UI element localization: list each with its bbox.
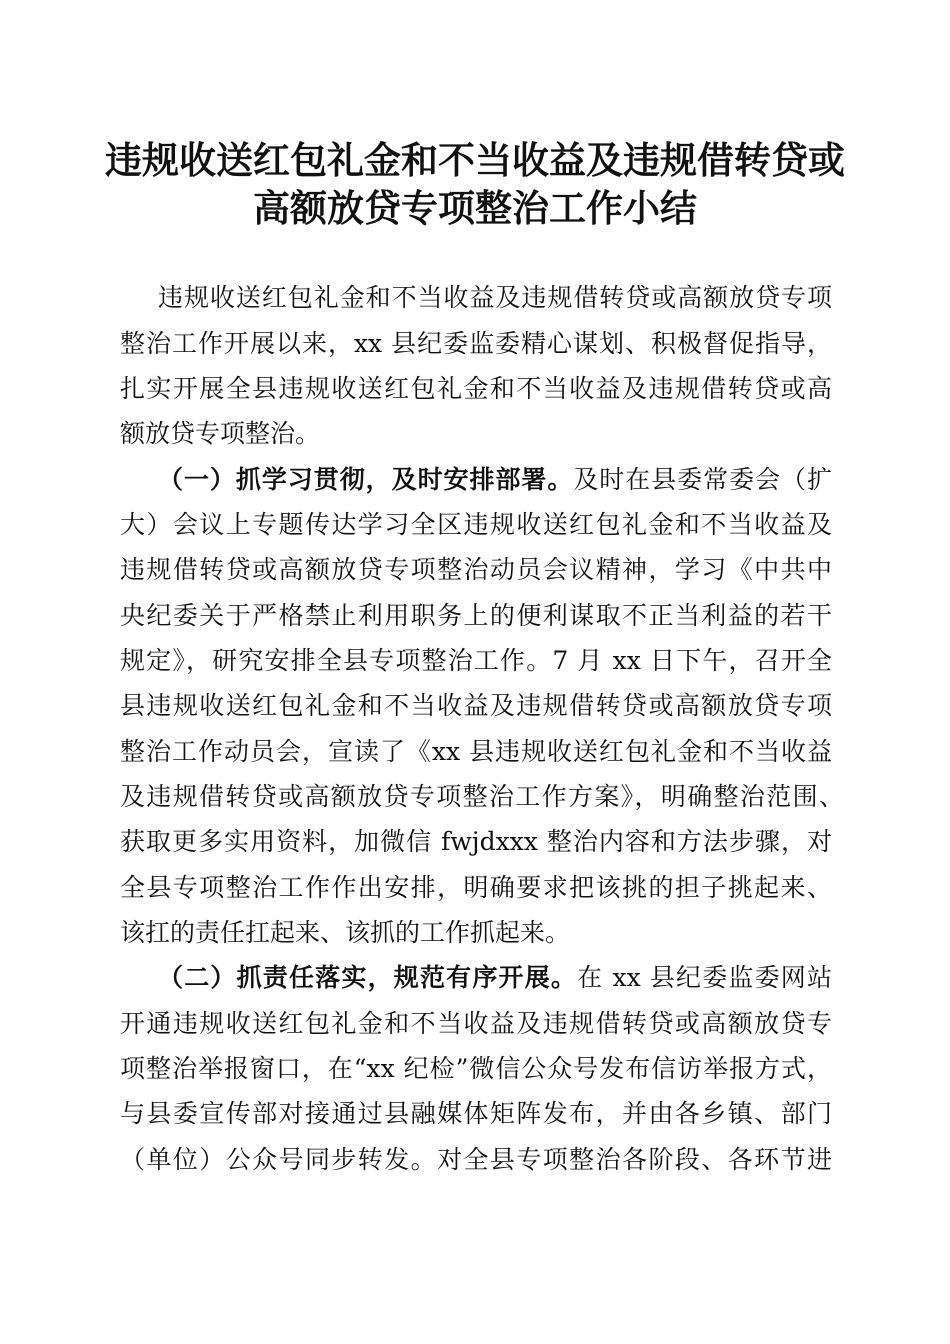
document-title-line-1: 违规收送红包礼金和不当收益及违规借转贷或: [105, 138, 845, 182]
paragraph-2-line-2: 大）会议上专题传达学习全区违规收送红包礼金和不当收益及: [120, 510, 832, 539]
paragraph-2-line-3: 违规借转贷或高额放贷专项整治动员会议精神，学习《中共中: [120, 555, 832, 584]
paragraph-3-line-5: （单位）公众号同步转发。对全县专项整治各阶段、各环节进: [120, 1145, 832, 1174]
paragraph-1-line-1: 违规收送红包礼金和不当收益及违规借转贷或高额放贷专项: [158, 283, 832, 312]
paragraph-2-line-7: 整治工作动员会，宣读了《xx 县违规收送红包礼金和不当收益: [120, 737, 832, 766]
paragraph-2-line-10: 全县专项整治工作作出安排，明确要求把该挑的担子挑起来、: [120, 873, 832, 902]
paragraph-2-line-11: 该扛的责任扛起来、该抓的工作抓起来。: [120, 918, 571, 947]
paragraph-3-line-4: 与县委宣传部对接通过县融媒体矩阵发布，并由各乡镇、部门: [120, 1099, 832, 1128]
paragraph-3-line-3: 项整治举报窗口，在“xx 纪检”微信公众号发布信访举报方式，: [120, 1054, 832, 1083]
paragraph-2-line-8: 及违规借转贷或高额放贷专项整治工作方案》，明确整治范围、: [120, 782, 844, 811]
paragraph-2-line-5: 规定》，研究安排全县专项整治工作。7 月 xx 日下午，召开全: [120, 646, 832, 675]
paragraph-1-line-2: 整治工作开展以来，xx 县纪委监委精心谋划、积极督促指导，: [120, 329, 832, 358]
document-title-line-2: 高额放贷专项整治工作小结: [253, 186, 697, 230]
paragraph-2-line-9: 获取更多实用资料，加微信 fwjdxxx 整治内容和方法步骤，对: [120, 827, 832, 856]
paragraph-3-line-2: 开通违规收送红包礼金和不当收益及违规借转贷或高额放贷专: [120, 1009, 832, 1038]
paragraph-1-line-4: 额放贷专项整治。: [120, 419, 321, 448]
paragraph-3-line-1-rest: 在 xx 县纪委监委网站: [577, 963, 832, 992]
paragraph-3-line-1: [158, 961, 832, 995]
section-heading-1: （一）抓学习贯彻，及时安排部署。: [158, 465, 574, 494]
paragraph-1-line-3: 扎实开展全县违规收送红包礼金和不当收益及违规借转贷或高: [120, 374, 832, 403]
paragraph-2-line-6: 县违规收送红包礼金和不当收益及违规借转贷或高额放贷专项: [120, 691, 832, 720]
section-heading-2: （二）抓责任落实，规范有序开展。: [158, 963, 578, 992]
paragraph-2-line-1: [158, 463, 832, 497]
paragraph-2-line-1-rest: 及时在县委常委会（扩: [573, 465, 832, 494]
paragraph-2-line-4: 央纪委关于严格禁止利用职务上的便利谋取不正当利益的若干: [120, 601, 832, 630]
